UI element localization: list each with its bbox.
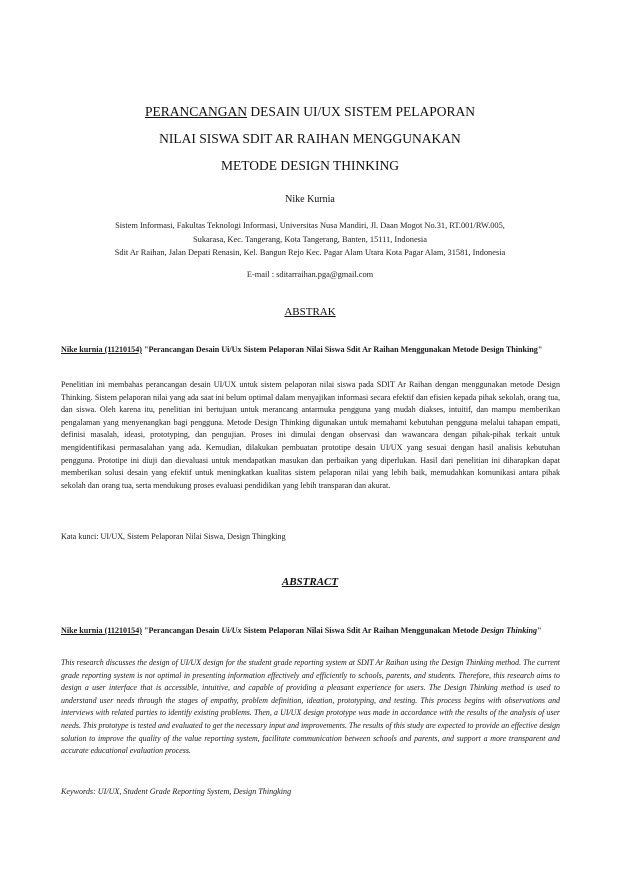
title-line-1-rest: DESAIN UI/UX SISTEM PELAPORAN	[247, 104, 476, 119]
abstract-citation-t3: Sistem Pelaporan Nilai Siswa Sdit Ar Raihan Menggunakan Metode	[241, 626, 481, 635]
affiliation-line-3: Sdit Ar Raihan, Jalan Depati Renasin, Kel. Bangun Rejo Kec. Pagar Alam Utara Kota Pagar Alam, 31581, Indonesia	[114, 248, 506, 257]
abstrak-citation	[61, 344, 560, 357]
title-line-2: NILAI SISWA SDIT AR RAIHAN MENGGUNAKAN	[159, 131, 461, 146]
abstract-citation-t1: "Perancangan Desain	[141, 626, 222, 635]
abstrak-citation-title: "Perancangan Desain Ui/Ux Sistem Pelaporan Nilai Siswa Sdit Ar Raihan Menggunakan Metode Design Thinking"	[141, 345, 543, 354]
abstrak-keywords: Kata kunci: UI/UX, Sistem Pelaporan Nilai Siswa, Design Thingking	[61, 532, 286, 541]
title-underlined-word: PERANCANGAN	[144, 104, 247, 119]
abstrak-citation-author: Nike kurnia (11210154)	[61, 345, 142, 354]
abstract-keywords: Keywords: UI/UX, Student Grade Reporting System, Design Thingking	[61, 787, 292, 796]
title-line-3: METODE DESIGN THINKING	[221, 158, 399, 173]
abstract-citation	[61, 625, 560, 638]
abstrak-heading: ABSTRAK	[284, 306, 336, 318]
abstrak-body: Penelitian ini membahas perancangan desain UI/UX untuk sistem pelaporan nilai siswa pada SDIT Ar Raihan dengan menggunakan metode Design Thinking. Sistem pelaporan nilai yang ada saat ini belum optimal dalam menyajikan informasi secara efektif dan efisien kepada pihak sekolah, orang tua, dan siswa. Oleh karena itu, penelitian ini bertujuan untuk merancang antarmuka pengguna yang mudah diakses, intuitif, dan mampu memberikan pengalaman yang menyenangkan bagi pengguna. Metode Design Thinking digunakan untuk memahami kebutuhan pengguna melalui tahapan empati, definisi masalah, ideasi, prototyping, dan pengujian. Proses ini dimulai dengan observasi dan wawancara dengan pihak-pihak terkait untuk mengidentifikasi permasalahan yang ada. Kemudian, dilakukan pembuatan prototipe desain UI/UX yang sesuai dengan hasil analisis kebutuhan pengguna. Prototipe ini diuji dan dievaluasi untuk mendapatkan masukan dan perbaikan yang diperlukan. Hasil dari penelitian ini diharapkan dapat memberikan solusi desain yang efektif untuk meningkatkan kualitas sistem pelaporan nilai yang lebih baik, memudahkan komunikasi antara pihak sekolah dan orang tua, serta mendukung proses evaluasi pendidikan yang lebih transparan dan akurat.	[61, 380, 560, 490]
title-line-1	[60, 104, 560, 120]
abstract-citation-t2: Ui/Ux	[221, 626, 242, 635]
affiliation-line-1: Sistem Informasi, Fakultas Teknologi Informasi, Universitas Nusa Mandiri, Jl. Daan Mogot No.31, RT.001/RW.005,	[115, 221, 505, 230]
abstract-body: This research discusses the design of UI/UX design for the student grade reporting system at SDIT Ar Raihan using the Design Thinking method. The current grade reporting system is not optimal in presenting information effectively and efficiently to schools, parents, and students. Therefore, this research aims to design a user interface that is accessible, intuitive, and capable of providing a pleasant experience for users. The Design Thinking method is used to understand user needs through the stages of empathy, problem definition, ideation, prototyping, and testing. This process begins with observations and interviews with related parties to identify existing problems. Then, a UI/UX design prototype was made in accordance with the results of the analysis of user needs. This prototype is tested and evaluated to get the necessary input and improvements. The results of this study are expected to provide an effective design solution to improve the quality of the value reporting system, facilitate communication between schools and parents, and support a more transparent and accurate educational evaluation process.	[61, 658, 560, 756]
abstract-citation-t4: Design Thinking	[480, 626, 538, 635]
abstract-citation-author: Nike kurnia (11210154)	[61, 626, 142, 635]
author-name: Nike Kurnia	[285, 194, 335, 205]
abstract-heading: ABSTRACT	[281, 576, 339, 588]
affiliation-line-2: Sukarasa, Kec. Tangerang, Kota Tangerang, Banten, 15111, Indonesia	[193, 235, 427, 244]
abstract-citation-t5: "	[537, 626, 542, 635]
author-email: E-mail : sditarraihan.pga@gmail.com	[246, 270, 374, 279]
